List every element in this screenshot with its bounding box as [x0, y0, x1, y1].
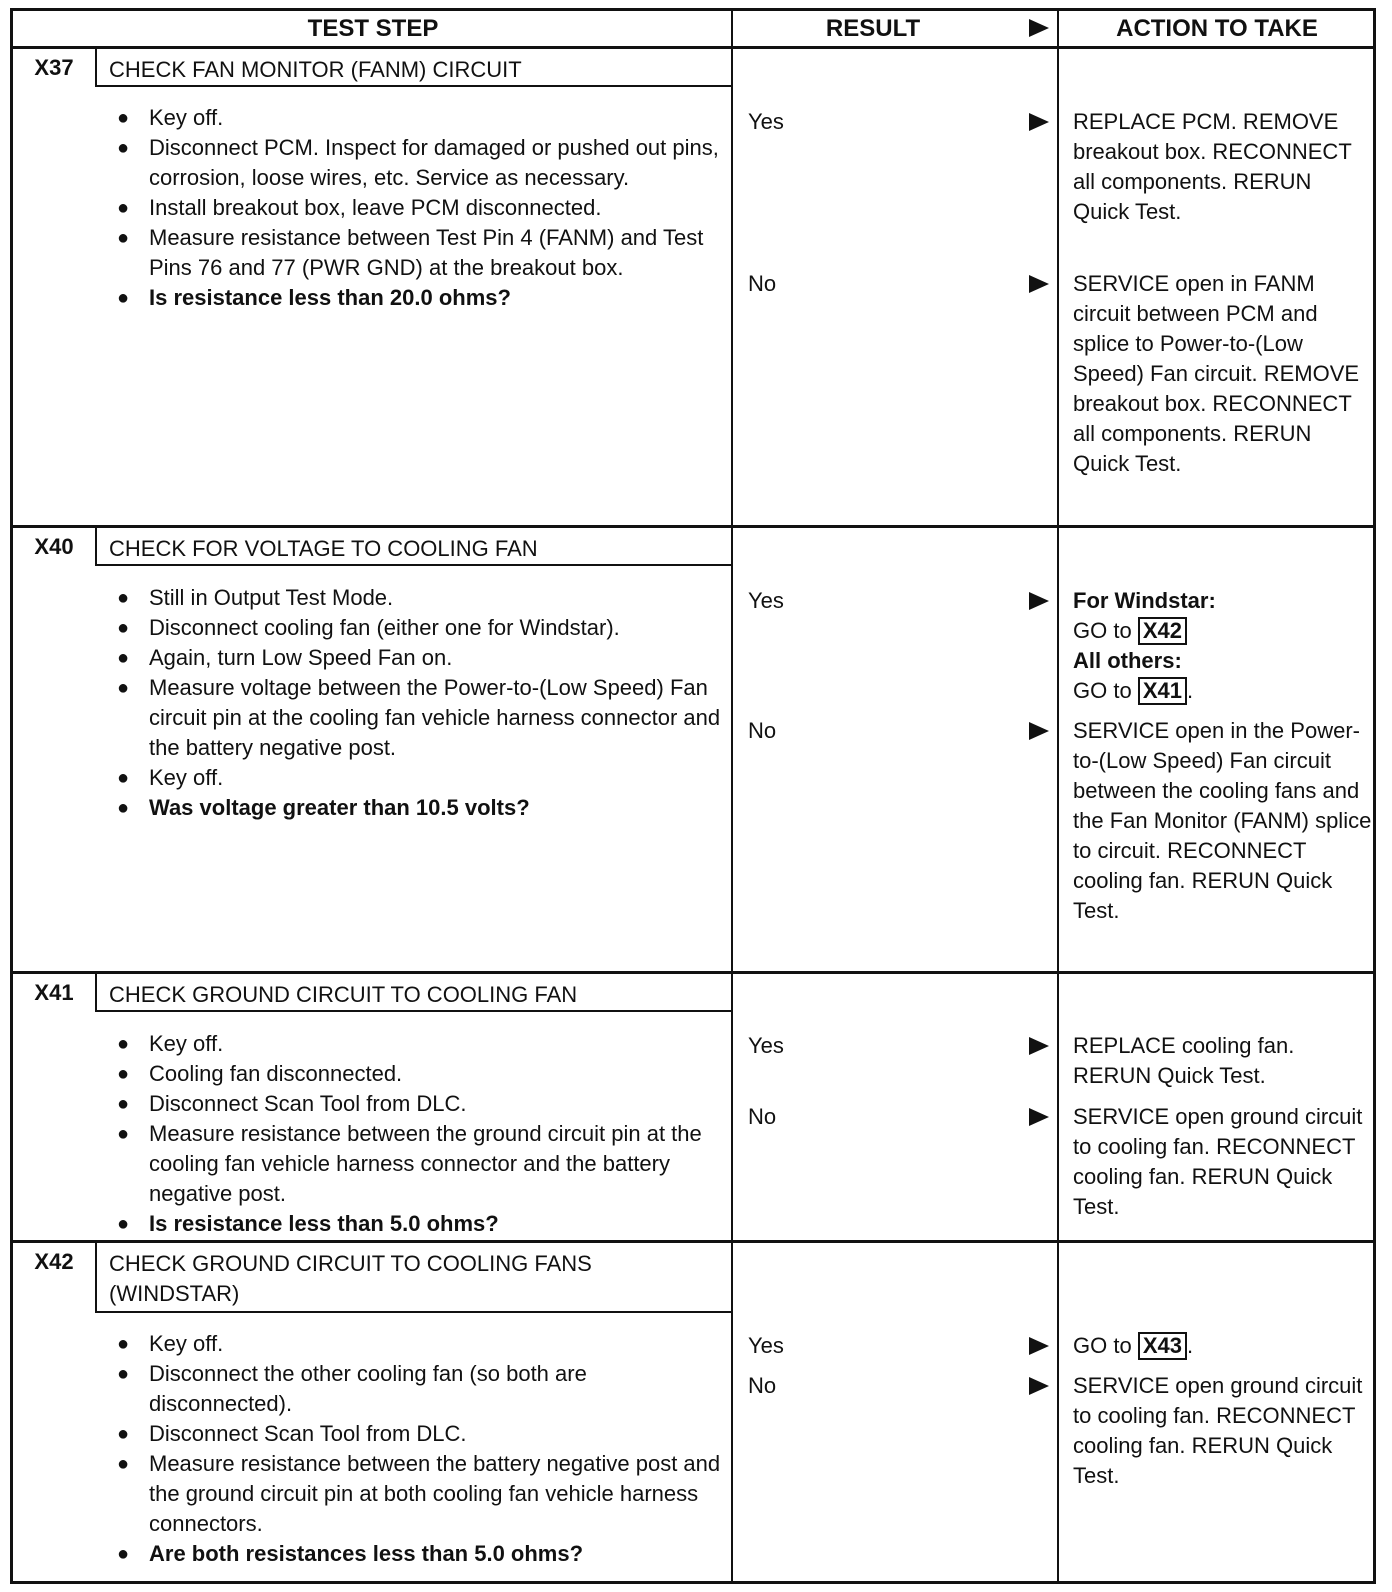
- header-test-step: TEST STEP: [307, 15, 439, 42]
- arrow-icon: [1029, 722, 1049, 740]
- step-id: X40: [34, 534, 74, 559]
- bullet-icon: ●: [116, 197, 130, 219]
- step-item: ● Cooling fan disconnected.: [113, 1059, 733, 1089]
- step-item: ● Measure resistance between Test Pin 4 (FANM) and Test Pins 76 and 77 (PWR GND) at the breakout box.: [113, 223, 733, 283]
- step-title: CHECK FAN MONITOR (FANM) CIRCUIT: [95, 49, 733, 87]
- arrow-icon: [1029, 1037, 1049, 1055]
- bullet-icon: ●: [116, 1063, 130, 1085]
- step-list: [113, 1029, 733, 1239]
- step-title: CHECK GROUND CIRCUIT TO COOLING FAN: [95, 974, 733, 1012]
- header-action: ACTION TO TAKE: [1116, 15, 1318, 42]
- step-list: [113, 103, 733, 313]
- step-item: ● Still in Output Test Mode.: [113, 583, 733, 613]
- arrow-icon: [1029, 1377, 1049, 1395]
- bullet-icon: ●: [116, 1333, 130, 1355]
- step-item: ● Disconnect Scan Tool from DLC.: [113, 1419, 733, 1449]
- step-title: CHECK FOR VOLTAGE TO COOLING FAN: [95, 528, 733, 566]
- step-title: CHECK GROUND CIRCUIT TO COOLING FANS (WINDSTAR): [95, 1243, 733, 1313]
- table-header: [13, 11, 1373, 49]
- bullet-icon: ●: [116, 797, 130, 819]
- step-item: ● Key off.: [113, 763, 733, 793]
- step-item: ● Key off.: [113, 1029, 733, 1059]
- bullet-icon: ●: [116, 647, 130, 669]
- step-question: ● Is resistance less than 20.0 ohms?: [113, 283, 733, 313]
- result-yes: Yes: [748, 1333, 784, 1358]
- action-yes: GO to X43 .: [1073, 1333, 1194, 1358]
- step-id: X42: [34, 1249, 74, 1274]
- others-goto: GO to X41 .: [1073, 678, 1194, 703]
- diagnostic-table: [10, 8, 1376, 1584]
- test-section-x42: [13, 1243, 1373, 1581]
- bullet-icon: ●: [116, 1093, 130, 1115]
- step-question: ● Was voltage greater than 10.5 volts?: [113, 793, 733, 823]
- bullet-icon: ●: [116, 677, 130, 699]
- step-id: X37: [34, 55, 74, 80]
- step-item: ● Install breakout box, leave PCM disconnected.: [113, 193, 733, 223]
- action-yes: REPLACE PCM. REMOVE breakout box. RECONNECT all components. RERUN Quick Test.: [1073, 109, 1352, 224]
- arrow-icon: [1029, 275, 1049, 293]
- result-no: No: [748, 718, 777, 743]
- step-item: ● Disconnect Scan Tool from DLC.: [113, 1089, 733, 1119]
- action-yes: REPLACE cooling fan. RERUN Quick Test.: [1073, 1033, 1295, 1088]
- step-item: ● Disconnect cooling fan (either one for Windstar).: [113, 613, 733, 643]
- action-no: SERVICE open in the Power-to-(Low Speed) Fan circuit between the cooling fans and the Fan Monitor (FANM) splice to circuit. RECONNECT cooling fan. RERUN Quick Test.: [1073, 718, 1372, 923]
- test-section-x40: [13, 528, 1373, 971]
- step-item: ● Again, turn Low Speed Fan on.: [113, 643, 733, 673]
- windstar-label: For Windstar:: [1073, 588, 1216, 613]
- result-no: No: [748, 271, 777, 296]
- step-list: [113, 583, 733, 823]
- bullet-icon: ●: [116, 1213, 130, 1235]
- result-no: No: [748, 1104, 777, 1129]
- result-yes: Yes: [748, 109, 784, 134]
- step-item: ● Disconnect the other cooling fan (so both are disconnected).: [113, 1359, 733, 1419]
- bullet-icon: ●: [116, 617, 130, 639]
- bullet-icon: ●: [116, 587, 130, 609]
- result-yes: Yes: [748, 1033, 784, 1058]
- bullet-icon: ●: [116, 1423, 130, 1445]
- action-no: SERVICE open ground circuit to cooling fan. RECONNECT cooling fan. RERUN Quick Test.: [1073, 1104, 1363, 1219]
- goto-ref-x42[interactable]: X42: [1138, 617, 1187, 645]
- bullet-icon: ●: [116, 1543, 130, 1565]
- windstar-goto: GO to X42: [1073, 616, 1373, 646]
- action-no: SERVICE open in FANM circuit between PCM and splice to Power-to-(Low Speed) Fan circuit. REMOVE breakout box. RECONNECT all components. RERUN Quick Test.: [1073, 271, 1360, 476]
- header-result: RESULT: [825, 15, 921, 42]
- bullet-icon: ●: [116, 1033, 130, 1055]
- bullet-icon: ●: [116, 1123, 130, 1145]
- test-section-x41: [13, 974, 1373, 1240]
- result-yes: Yes: [748, 588, 784, 613]
- bullet-icon: ●: [116, 1453, 130, 1475]
- action-yes: [1073, 586, 1373, 706]
- step-item: ● Key off.: [113, 103, 733, 133]
- step-question: ● Is resistance less than 5.0 ohms?: [113, 1209, 733, 1239]
- goto-ref-x43[interactable]: X43: [1138, 1332, 1187, 1360]
- arrow-icon: [1029, 1337, 1049, 1355]
- step-id: X41: [34, 980, 74, 1005]
- bullet-icon: ●: [116, 767, 130, 789]
- action-no: SERVICE open ground circuit to cooling fan. RECONNECT cooling fan. RERUN Quick Test.: [1073, 1373, 1363, 1488]
- header-arrow-icon: [1029, 19, 1049, 37]
- arrow-icon: [1029, 1108, 1049, 1126]
- step-item: ● Disconnect PCM. Inspect for damaged or pushed out pins, corrosion, loose wires, etc. Service as necessary.: [113, 133, 733, 193]
- arrow-icon: [1029, 113, 1049, 131]
- step-item: ● Key off.: [113, 1329, 733, 1359]
- bullet-icon: ●: [116, 287, 130, 309]
- step-item: ● Measure resistance between the battery negative post and the ground circuit pin at both cooling fan vehicle harness connectors.: [113, 1449, 733, 1539]
- bullet-icon: ●: [116, 1363, 130, 1385]
- result-no: No: [748, 1373, 777, 1398]
- test-section-x37: [13, 49, 1373, 525]
- others-label: All others:: [1073, 648, 1182, 673]
- goto-ref-x41[interactable]: X41: [1138, 677, 1187, 705]
- step-item: ● Measure voltage between the Power-to-(Low Speed) Fan circuit pin at the cooling fan vehicle harness connector and the battery negative post.: [113, 673, 733, 763]
- step-question: ● Are both resistances less than 5.0 ohms?: [113, 1539, 733, 1569]
- bullet-icon: ●: [116, 227, 130, 249]
- arrow-icon: [1029, 592, 1049, 610]
- step-list: [113, 1329, 733, 1569]
- step-item: ● Measure resistance between the ground circuit pin at the cooling fan vehicle harness connector and the battery negative post.: [113, 1119, 733, 1209]
- bullet-icon: ●: [116, 137, 130, 159]
- bullet-icon: ●: [116, 107, 130, 129]
